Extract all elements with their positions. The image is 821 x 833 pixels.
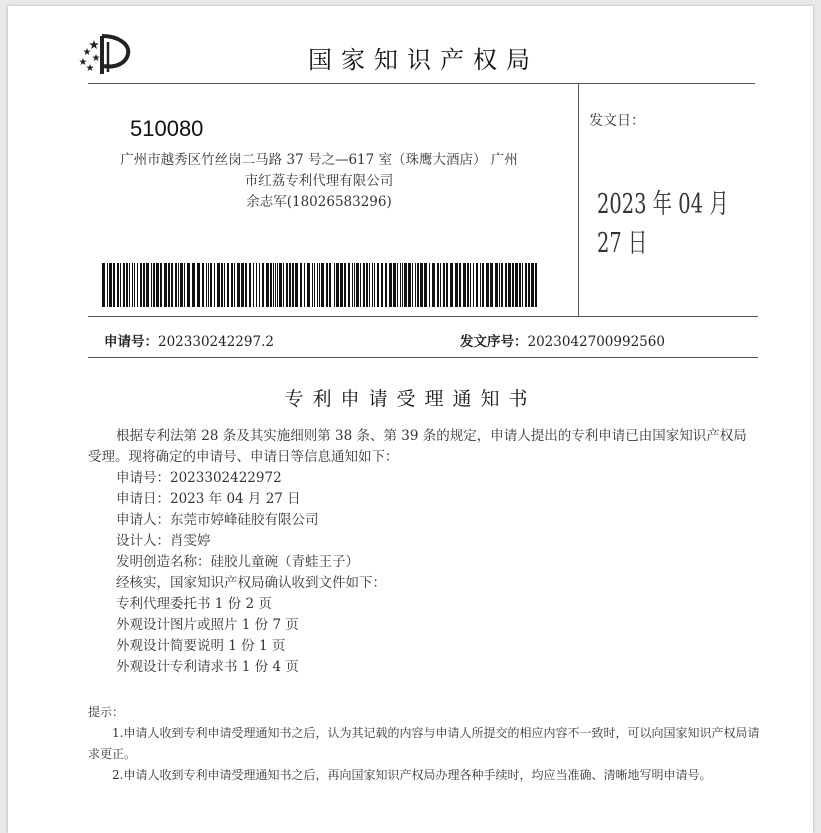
barcode-bar (519, 263, 521, 307)
barcode-bar (202, 263, 204, 307)
barcode-bar (256, 263, 257, 307)
detail-line: 专利代理委托书 1 份 2 页 (116, 596, 272, 612)
barcode-bar (253, 263, 254, 307)
barcode-bar (168, 263, 170, 307)
barcode-left (102, 263, 335, 307)
barcode-bar (336, 263, 339, 307)
barcode-bar (241, 263, 244, 307)
barcode-bar (164, 263, 167, 307)
barcode-bar (402, 263, 403, 307)
barcode-bar (140, 263, 142, 307)
barcode-bar (372, 263, 373, 307)
barcode-bar (245, 263, 247, 307)
barcode-bar (270, 263, 272, 307)
barcode-bar (187, 263, 190, 307)
detail-line: 外观设计简要说明 1 份 1 页 (116, 638, 286, 654)
issue-date-label: 发文日： (589, 113, 645, 129)
barcode-bar (482, 263, 484, 307)
barcode-bar (424, 263, 427, 307)
barcode-right (334, 263, 539, 307)
detail-line: 外观设计专利请求书 1 份 4 页 (116, 659, 299, 675)
barcode-bar (369, 263, 370, 307)
barcode-bar (292, 263, 294, 307)
lower-rule (88, 357, 758, 358)
detail-line: 申请人：东莞市婷峰硅胶有限公司 (116, 512, 319, 528)
barcode-bar (217, 263, 220, 307)
barcode-bar (455, 263, 458, 307)
barcode-bar (277, 263, 278, 307)
barcode-bar (214, 263, 215, 307)
barcode-bar (443, 263, 445, 307)
barcode-bar (273, 263, 274, 307)
barcode-bar (480, 263, 481, 307)
barcode-bar (531, 263, 534, 307)
barcode-bar (470, 263, 471, 307)
tip-item: 1.申请人收到专利申请受理通知书之后，认为其记载的内容与申请人所提交的相应内容不一致时，可以向国家知识产权局请求更正。 (88, 726, 760, 761)
barcode-bar (123, 263, 125, 307)
barcode-bar (314, 263, 315, 307)
barcode-bar (499, 263, 500, 307)
barcode-bar (120, 263, 121, 307)
barcode-bar (117, 263, 119, 307)
barcode-bar (334, 263, 335, 307)
barcode-bar (317, 263, 318, 307)
barcode-bar (156, 263, 159, 307)
barcode-bar (348, 263, 350, 307)
barcode-bar (476, 263, 478, 307)
barcode-bar (408, 263, 411, 307)
barcode-bar (259, 263, 260, 307)
barcode-bar (129, 263, 130, 307)
notice-title: 专利申请受理通知书 (284, 388, 537, 410)
barcode-bar (356, 263, 359, 307)
barcode-bar (146, 263, 149, 307)
barcode-bar (417, 263, 419, 307)
barcode-bar (304, 263, 305, 307)
barcode-bar (459, 263, 461, 307)
barcode-bar (393, 263, 396, 307)
barcode-bar (354, 263, 355, 307)
barcode-bar (300, 263, 302, 307)
postal-code: 510080 (130, 116, 204, 141)
barcode-bar (234, 263, 235, 307)
barcode-bar (319, 263, 320, 307)
cnipa-logo-icon (74, 32, 134, 78)
barcode-bar (224, 263, 225, 307)
barcode-bar (192, 263, 195, 307)
barcode-bar (286, 263, 288, 307)
barcode-bar (495, 263, 498, 307)
barcode-bar (279, 263, 282, 307)
application-number-label: 申请号： (104, 334, 158, 350)
barcode-bar (197, 263, 200, 307)
barcode-bar (505, 263, 507, 307)
application-number-value: 202330242297.2 (158, 334, 274, 350)
barcode-bar (473, 263, 474, 307)
detail-line: 外观设计图片或照片 1 份 7 页 (116, 617, 299, 633)
barcode-bar (385, 263, 387, 307)
barcode-bar (525, 263, 527, 307)
barcode-bar (486, 263, 489, 307)
middle-rule (88, 316, 758, 317)
barcode-bar (467, 263, 469, 307)
barcode-bar (210, 263, 212, 307)
barcode-bar (289, 263, 291, 307)
barcode-bar (366, 263, 368, 307)
barcode-bar (180, 263, 183, 307)
barcode-bar (463, 263, 466, 307)
barcode-bar (412, 263, 413, 307)
barcode-bar (501, 263, 503, 307)
detail-line: 申请号：2023302422972 (116, 470, 282, 486)
barcode-bar (490, 263, 493, 307)
address-line-2: 市红荔专利代理有限公司 (244, 173, 394, 189)
notice-body (88, 426, 760, 678)
barcode-bar (415, 263, 416, 307)
contact-person: 余志军(18026583296) (246, 194, 392, 210)
detail-line: 设计人：肖雯婷 (116, 533, 211, 549)
barcode-bar (440, 263, 441, 307)
top-rule (88, 83, 755, 84)
barcode-bar (377, 263, 379, 307)
barcode-bar (102, 263, 105, 307)
tip-item: 2.申请人收到专利申请受理通知书之后，再向国家知识产权局办理各种手续时，均应当准确、清晰地写明申请号。 (112, 768, 712, 782)
barcode-bar (450, 263, 453, 307)
barcode-bar (535, 263, 537, 307)
barcode-bar (143, 263, 145, 307)
barcode-bar (329, 263, 331, 307)
tips-heading: 提示： (88, 705, 125, 719)
application-number (104, 330, 274, 350)
barcode-bar (515, 263, 518, 307)
barcode-bar (522, 263, 523, 307)
barcode-bar (432, 263, 435, 307)
barcode-bar (326, 263, 328, 307)
barcode-bar (528, 263, 530, 307)
barcode-bar (132, 263, 133, 307)
barcode-bar (508, 263, 511, 307)
barcode-bar (275, 263, 276, 307)
barcode-bar (389, 263, 392, 307)
barcode-bar (446, 263, 448, 307)
barcode-bar (262, 263, 264, 307)
barcode-bar (397, 263, 398, 307)
detail-line: 经核实，国家知识产权局确认收到文件如下： (116, 575, 386, 591)
barcode-bar (312, 263, 313, 307)
barcode-bar (283, 263, 284, 307)
barcode-bar (352, 263, 353, 307)
barcode-bar (374, 263, 375, 307)
notice-intro: 根据专利法第 28 条及其实施细则第 38 条、第 39 条的规定，申请人提出的专利申请已由国家知识产权局受理。现将确定的申请号、申请日等信息通知如下： (88, 428, 747, 465)
barcode-bar (175, 263, 177, 307)
detail-line: 发明创造名称：硅胶儿童碗（青蛙王子） (116, 554, 359, 570)
barcode-bar (340, 263, 343, 307)
barcode-bar (221, 263, 223, 307)
barcode-bar (134, 263, 135, 307)
barcode-bar (344, 263, 346, 307)
barcode-bar (171, 263, 173, 307)
tips-section (88, 702, 760, 786)
address-line-1: 广州市越秀区竹丝岗二马路 37 号之—617 室（珠鹰大酒店） 广州 (120, 152, 518, 168)
barcode-bar (208, 263, 209, 307)
barcode-bar (437, 263, 439, 307)
barcode-bar (231, 263, 233, 307)
barcode-bar (126, 263, 128, 307)
vertical-divider (578, 83, 579, 316)
barcode-bar (321, 263, 324, 307)
barcode-bar (400, 263, 401, 307)
barcode-bar (381, 263, 383, 307)
agency-name: 国家知识产权局 (308, 46, 539, 74)
detail-line: 申请日：2023 年 04 月 27 日 (116, 491, 301, 507)
barcode-bar (360, 263, 361, 307)
barcode-bar (153, 263, 155, 307)
barcode-bar (178, 263, 179, 307)
detail-list (88, 468, 760, 678)
barcode-bar (227, 263, 229, 307)
barcode-bar (363, 263, 365, 307)
barcode-bar (404, 263, 407, 307)
barcode-bar (109, 263, 112, 307)
barcode-bar (137, 263, 138, 307)
barcode-bar (237, 263, 240, 307)
barcode-bar (107, 263, 108, 307)
serial-number-value: 2023042700992560 (527, 334, 665, 350)
recipient-address (104, 150, 534, 213)
barcode-bar (512, 263, 514, 307)
barcode-bar (151, 263, 152, 307)
barcode-bar (184, 263, 185, 307)
barcode-bar (113, 263, 115, 307)
barcode-bar (420, 263, 423, 307)
barcode-bar (249, 263, 251, 307)
barcode-bar (160, 263, 162, 307)
serial-number (460, 330, 665, 350)
barcode-bar (429, 263, 430, 307)
barcode-bar (295, 263, 298, 307)
barcode-bar (206, 263, 207, 307)
document-page (8, 6, 813, 833)
barcode-bar (266, 263, 269, 307)
issue-date: 2023 年 04 月 27 日 (597, 189, 729, 259)
barcode-bar (307, 263, 310, 307)
serial-number-label: 发文序号： (460, 334, 528, 350)
